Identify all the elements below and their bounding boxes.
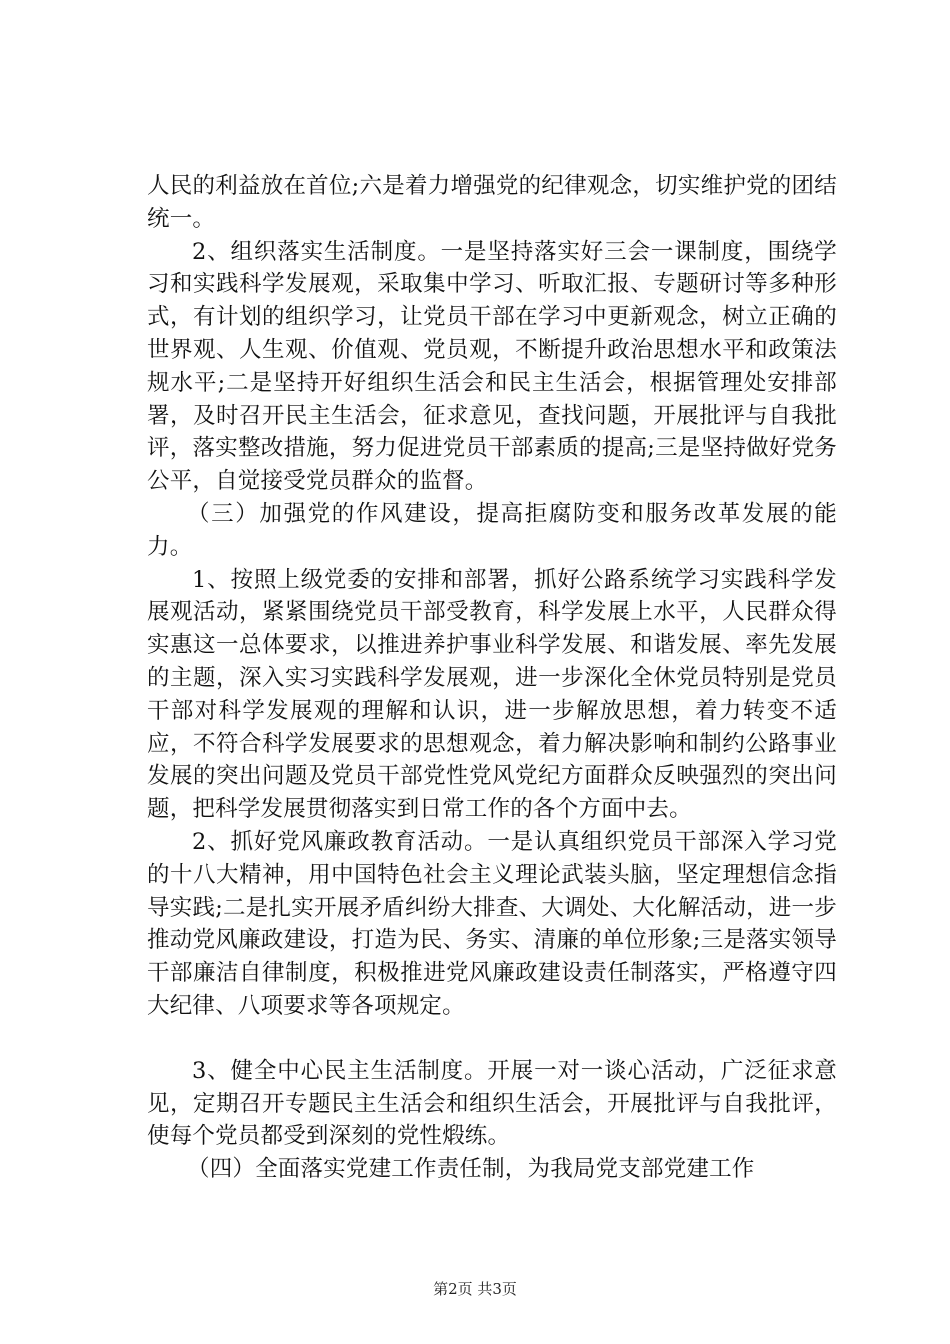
paragraph-study-practice: 1、按照上级党委的安排和部署，抓好公路系统学习实践科学发展观活动，紧紧围绕党员干部受教育，科学发展上水平，人民群众得实惠这一总体要求，以推进养护事业科学发展、和谐发展、率先发展的主题，深入实习实践科学发展观，进一步深化全休党员特别是党员干部对科学发展观的理解和认识，进一步解放思想，着力转变不适应，不符合科学发展要求的思想观念，着力解决影响和制约公路事业发展的突出问题及党员干部党性党风党纪方面群众反映强烈的突出问题，把科学发展贯彻落实到日常工作的各个方面中去。: [147, 566, 837, 823]
paragraph-spacer: [147, 1023, 837, 1055]
section-heading-three: （三）加强党的作风建设，提高拒腐防变和服务改革发展的能力。: [147, 500, 837, 560]
paragraph-democratic-life: 3、健全中心民主生活制度。开展一对一谈心活动，广泛征求意见，定期召开专题民主生活会和组织生活会，开展批评与自我批评，使每个党员都受到深刻的党性煅练。: [147, 1057, 837, 1150]
paragraph-integrity-education: 2、抓好党风廉政教育活动。一是认真组织党员干部深入学习党的十八大精神，用中国特色社会主义理论武装头脑，坚定理想信念指导实践;二是扎实开展矛盾纠纷大排查、大调处、大化解活动，进一步推动党风廉政建设，打造为民、务实、清廉的单位形象;三是落实领导干部廉洁自律制度，积极推进党风廉政建设责任制落实，严格遵守四大纪律、八项要求等各项规定。: [147, 828, 837, 1019]
paragraph-organize-life-system: 2、组织落实生活制度。一是坚持落实好三会一课制度，围绕学习和实践科学发展观，采取集中学习、听取汇报、专题研讨等多种形式，有计划的组织学习，让党员干部在学习中更新观念，树立正确的世界观、人生观、价值观、党员观，不断提升政治思想水平和政策法规水平;二是坚持开好组织生活会和民主生活会，根据管理处安排部署，及时召开民主生活会，征求意见，查找问题，开展批评与自我批评，落实整改措施，努力促进党员干部素质的提高;三是坚持做好党务公平，自觉接受党员群众的监督。: [147, 238, 837, 495]
paragraph-continuation: 人民的利益放在首位;六是着力增强党的纪律观念，切实维护党的团结统一。: [147, 173, 837, 232]
section-heading-four: （四）全面落实党建工作责任制，为我局党支部党建工作: [187, 1156, 755, 1183]
page-number-footer: 第2页 共3页: [433, 1280, 517, 1298]
document-body: [147, 170, 837, 1186]
